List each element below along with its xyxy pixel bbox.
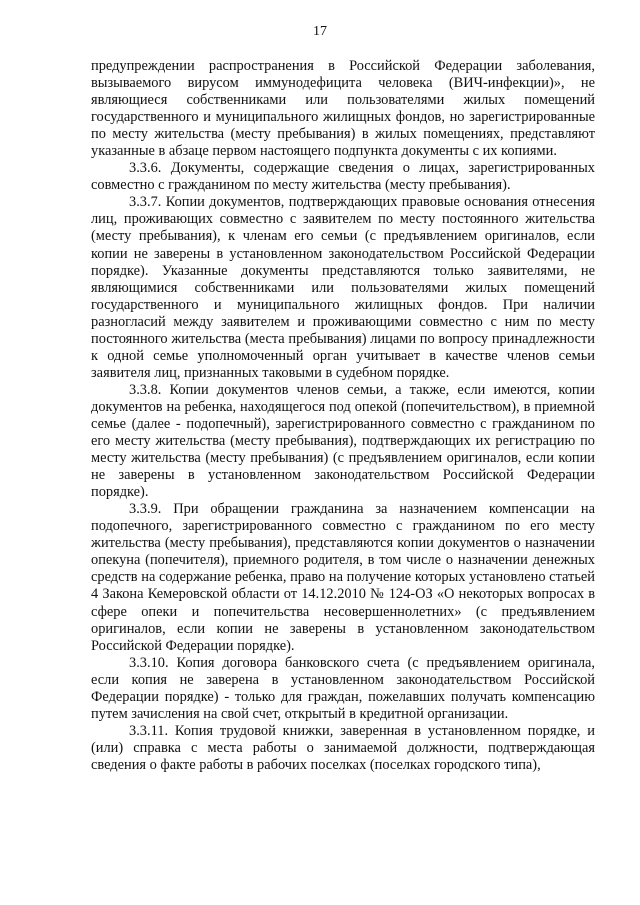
paragraph-3-3-8: 3.3.8. Копии документов членов семьи, а также, если имеются, копии документов на ребенка, находящегося под опекой (попечительством), в приемной семье (далее - подопечный), зарегистрированного совместно с гражданином по его месту жительства (месту пребывания), подтверждающих их регистрацию по месту жительства (месту пребывания) (с предъявлением оригиналов, если копии не заверены в установленном законодательством Российской Федерации порядке).: [91, 381, 595, 501]
paragraph-3-3-9: 3.3.9. При обращении гражданина за назначением компенсации на подопечного, зарегистрированного совместно с гражданином по его месту жительства (месту пребывания), представляются копии документов о назначении опекуна (попечителя), приемного родителя, в том числе о назначении денежных средств на содержание ребенка, право на получение которых установлено статьей 4 Закона Кемеровской области от 14.12.2010 № 124-ОЗ «О некоторых вопросах в сфере опеки и попечительства несовершеннолетних» (с предъявлением оригиналов, если копии не заверены в установленном законодательством Российской Федерации порядке).: [91, 501, 595, 654]
paragraph-continuation: предупреждении распространения в Российской Федерации заболевания, вызываемого вирусом иммунодефицита человека (ВИЧ-инфекции)», не являющиеся собственниками или пользователями жилых помещений государственного и муниципального жилищных фондов, но зарегистрированные по месту жительства (месту пребывания) в жилых помещениях, представляют указанные в абзаце первом настоящего подпункта документы с их копиями.: [91, 58, 595, 160]
paragraph-3-3-11: 3.3.11. Копия трудовой книжки, заверенная в установленном порядке, и (или) справка с места работы о занимаемой должности, подтверждающая сведения о факте работы в рабочих поселках (поселках городского типа),: [91, 722, 595, 773]
paragraph-3-3-10: 3.3.10. Копия договора банковского счета (с предъявлением оригинала, если копия не заверена в установленном законодательством Российской Федерации порядке) - только для граждан, пожелавших получать компенсацию путем зачисления на свой счет, открытый в кредитной организации.: [91, 654, 595, 722]
paragraph-3-3-6: 3.3.6. Документы, содержащие сведения о лицах, зарегистрированных совместно с гражданином по месту жительства (месту пребывания).: [91, 160, 595, 194]
document-body: [91, 58, 595, 774]
paragraph-3-3-7: 3.3.7. Копии документов, подтверждающих правовые основания отнесения лиц, проживающих совместно с заявителем по месту постоянного жительства (месту пребывания), к членам его семьи (с предъявлением оригиналов, если копии не заверены в установленном законодательством Российской Федерации порядке). Указанные документы представляются только заявителями, не являющимися собственниками или пользователями жилых помещений государственного и муниципального жилищных фондов. При наличии разногласий между заявителем и проживающими совместно с ним по месту постоянного жительства (места пребывания) лицами по вопросу принадлежности к одной семье уполномоченный орган учитывает в качестве членов семьи заявителя лиц, признанных таковыми в судебном порядке.: [91, 194, 595, 381]
page-number: 17: [313, 24, 327, 39]
